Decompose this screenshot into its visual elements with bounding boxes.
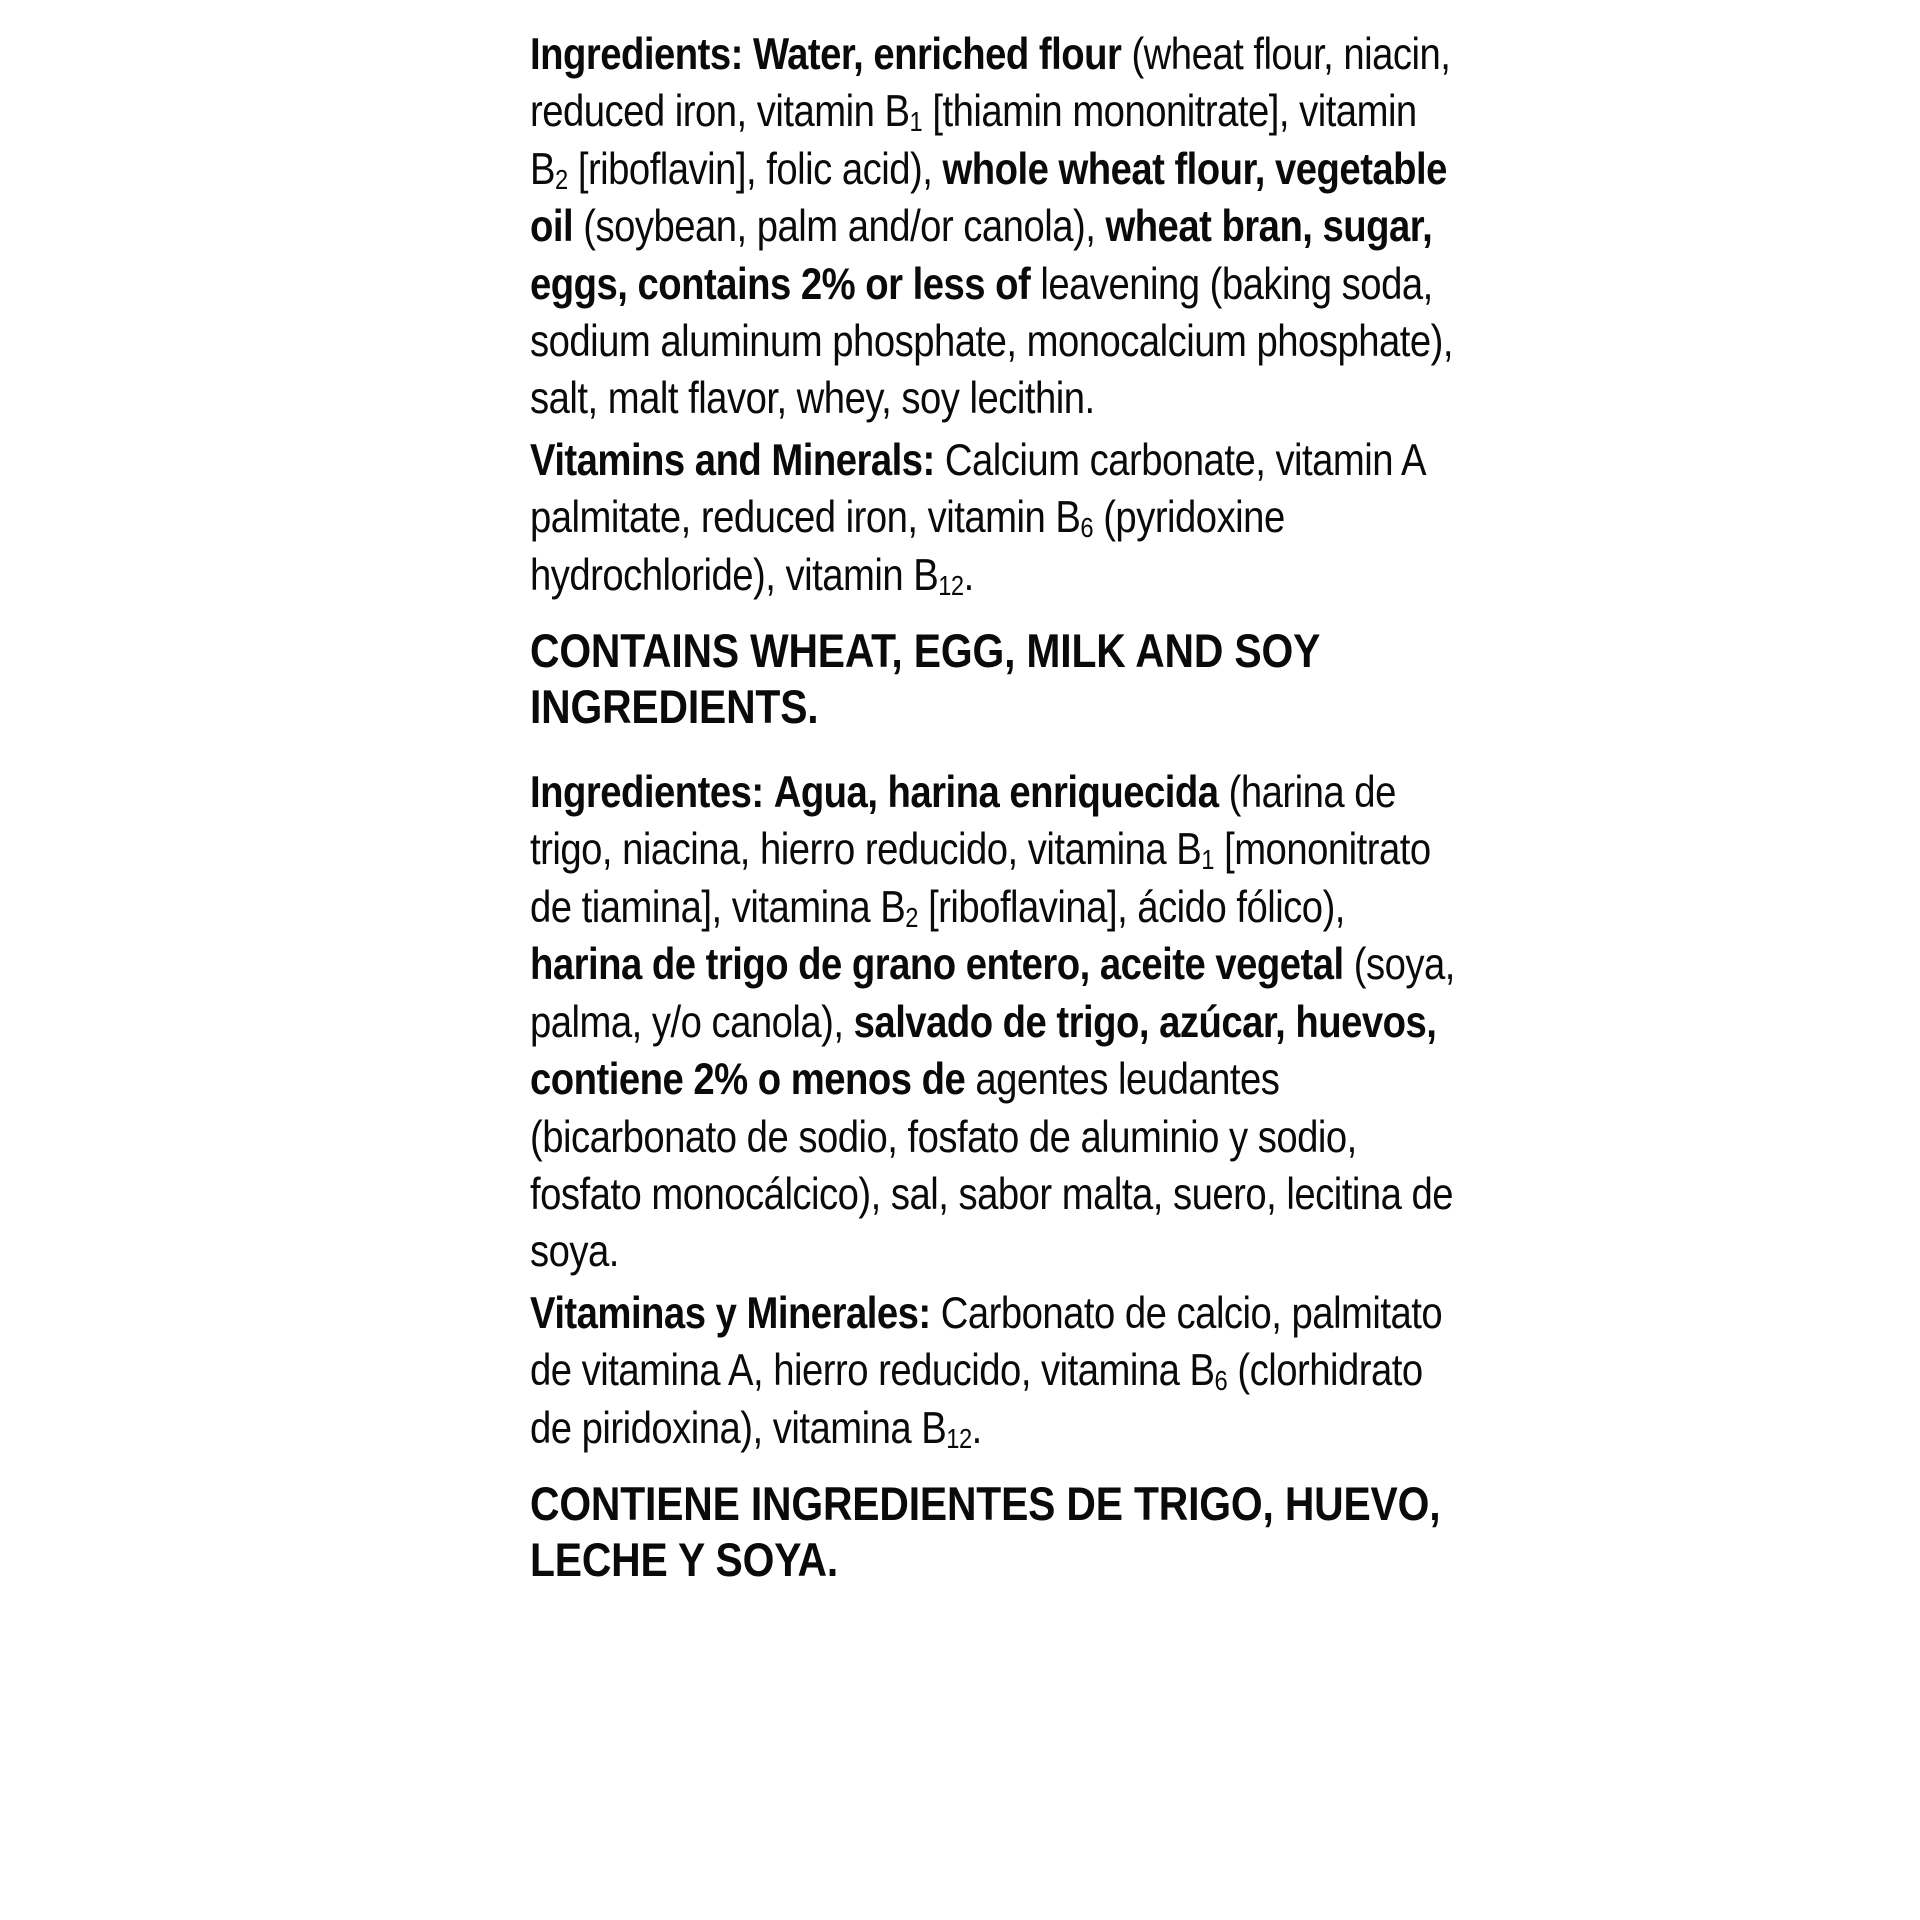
spanish-vitamins-paragraph — [530, 1285, 1460, 1457]
english-vitamins-sub-2: 12 — [938, 569, 964, 601]
spanish-ingredients-text-8: agentes leudantes (bicarbonato de sodio, fosfato de aluminio y sodio, fosfato monocálcico), sal, sabor malta, suero, lecitina de soya. — [530, 1055, 1454, 1277]
english-ingredients-sub-1: 1 — [909, 106, 923, 138]
english-ingredients-text-8: leavening (baking soda, sodium aluminum phosphate, monocalcium phosphate), salt, malt flavor, whey, soy lecithin. — [530, 259, 1453, 424]
spanish-ingredients-bold-7: salvado de trigo, azúcar, huevos, contiene 2% o menos de — [530, 997, 1437, 1105]
spanish-vitamins-heading: Vitaminas y Minerales: — [530, 1288, 931, 1338]
english-vitamins-text-2: (pyridoxine hydrochloride), vitamin B — [530, 493, 1285, 600]
spanish-ingredients-sub-1: 1 — [1201, 844, 1214, 876]
spanish-ingredients-bold-1: Agua, harina enriquecida — [773, 768, 1219, 818]
spanish-vitamins-text-2: (clorhidrato de piridoxina), vitamina B — [530, 1346, 1423, 1453]
spanish-vitamins-text-1: Carbonato de calcio, palmitato de vitamina A, hierro reducido, vitamina B — [530, 1288, 1443, 1396]
english-vitamins-text-3: . — [963, 550, 974, 600]
english-vitamins-heading: Vitamins and Minerals: — [530, 435, 935, 485]
spanish-ingredients-heading: Ingredientes: — [530, 768, 764, 818]
spanish-vitamins-sub-1: 6 — [1214, 1365, 1228, 1397]
spanish-ingredients-sub-2: 2 — [905, 901, 918, 933]
english-ingredients-text-6: (soybean, palm and/or canola), — [573, 202, 1106, 252]
english-vitamins-text-1: Calcium carbonate, vitamin A palmitate, reduced iron, vitamin B — [530, 435, 1424, 543]
spanish-ingredients-bold-5: harina de trigo de grano entero, aceite vegetal — [530, 940, 1344, 990]
english-ingredients-bold-7: wheat bran, sugar, eggs, contains 2% or less of — [530, 202, 1433, 309]
spanish-vitamins-sub-2: 12 — [946, 1422, 972, 1454]
english-ingredients-text-2: (wheat flour, niacin, reduced iron, vitamin B — [530, 30, 1451, 137]
english-ingredients-bold-5: whole wheat flour, vegetable oil — [530, 144, 1447, 252]
spanish-ingredients-text-2: (harina de trigo, niacina, hierro reducido, vitamina B — [530, 768, 1396, 875]
english-vitamins-paragraph — [530, 432, 1460, 604]
english-ingredients-sub-2: 2 — [555, 163, 568, 195]
english-ingredients-text-4: [riboflavin], folic acid), — [567, 144, 943, 194]
english-ingredients-text-3: [thiamin mononitrate], vitamin B — [530, 87, 1417, 194]
spanish-ingredients-text-6: (soya, palma, y/o canola), — [530, 940, 1455, 1047]
ingredients-label-panel — [530, 26, 1460, 1589]
spanish-ingredients-paragraph — [530, 764, 1460, 1281]
spanish-ingredients-text-3: [mononitrato de tiamina], vitamina B — [530, 825, 1431, 932]
english-allergen-statement: CONTAINS WHEAT, EGG, MILK AND SOY INGREDIENTS. — [530, 625, 1320, 735]
spanish-allergen-statement: CONTIENE INGREDIENTES DE TRIGO, HUEVO, LECHE Y SOYA. — [530, 1477, 1441, 1587]
english-ingredients-paragraph — [530, 26, 1460, 428]
english-ingredients-bold-1: Water, enriched flour — [752, 30, 1122, 79]
english-vitamins-sub-1: 6 — [1080, 512, 1094, 544]
english-ingredients-heading: Ingredients: — [530, 30, 743, 79]
spanish-ingredients-text-4: [riboflavina], ácido fólico), — [917, 882, 1345, 932]
spanish-vitamins-text-3: . — [971, 1403, 982, 1453]
